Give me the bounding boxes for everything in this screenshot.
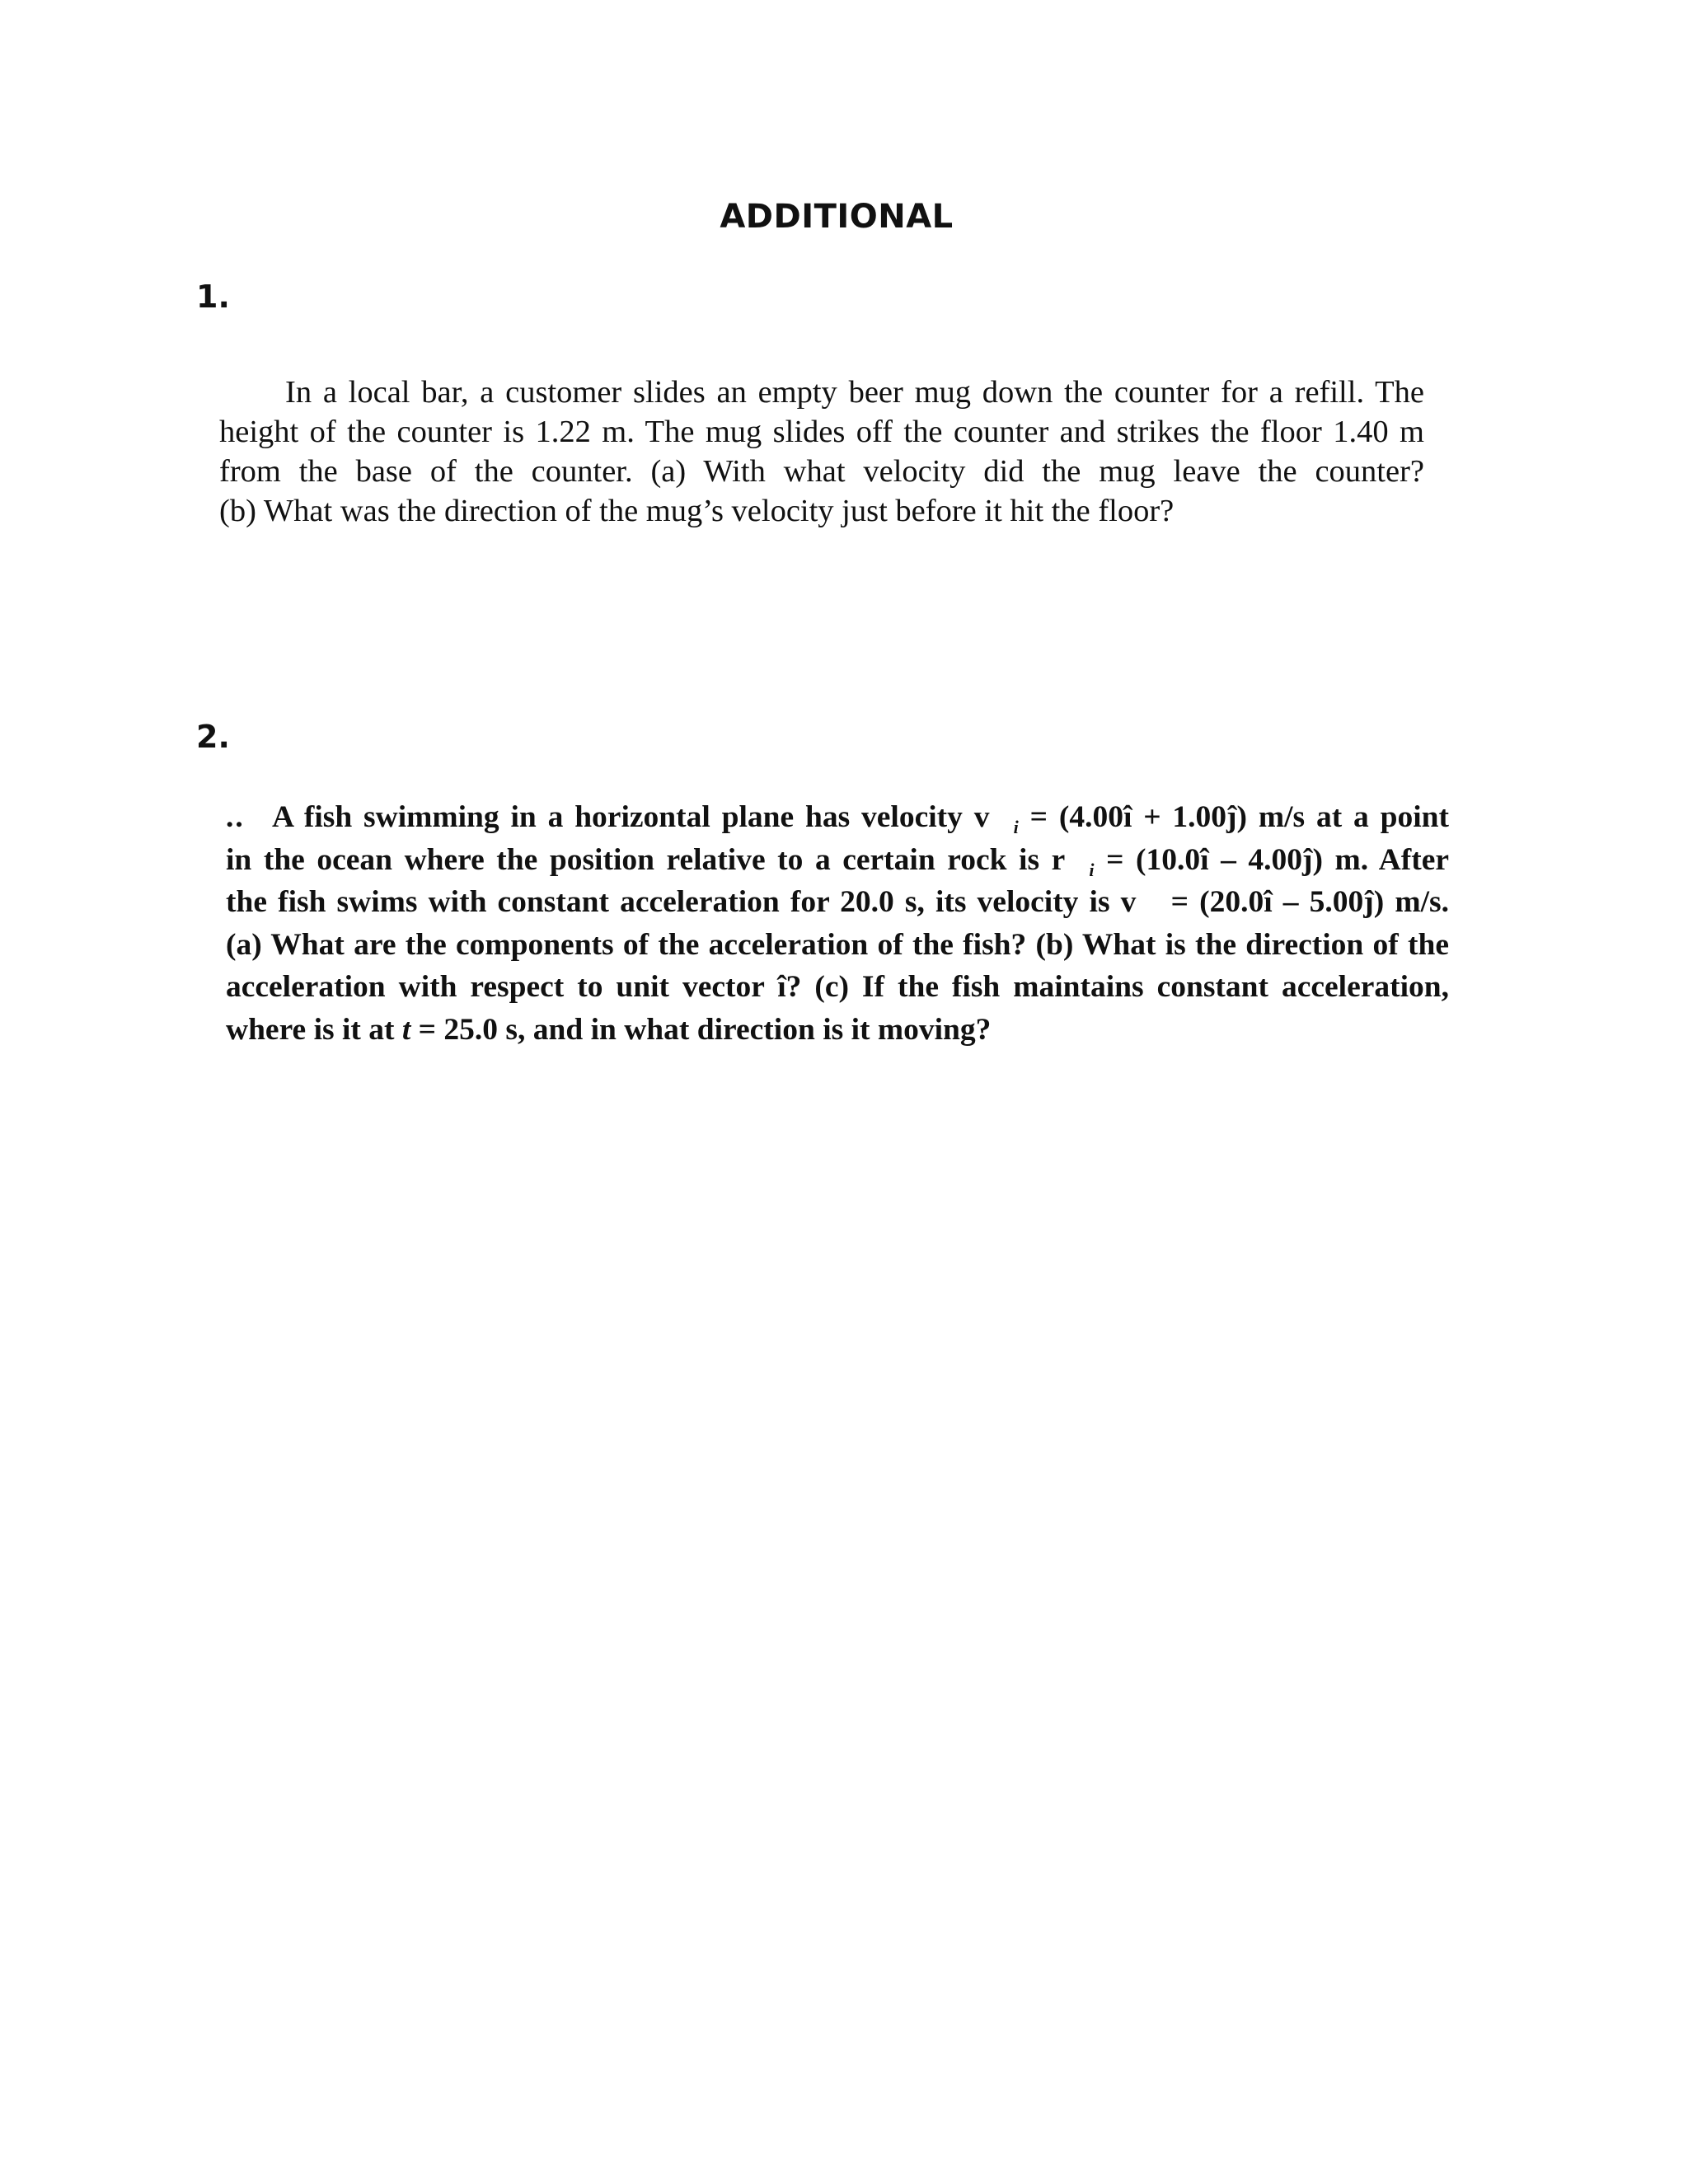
- velocity-vector-symbol: v⃗: [973, 800, 1014, 834]
- question-number-1: 1.: [196, 279, 230, 315]
- question-1-text: [219, 373, 1424, 531]
- question-2-text-run: A fish swimming in a horizontal plane has velocity: [272, 800, 974, 834]
- question-2-text-run: where is it at: [226, 1012, 402, 1047]
- question-2-line: acceleration with respect to unit vector î? (c) If the fish maintains constant acceleration,: [226, 970, 1449, 1004]
- question-1-line: (b) What was the direction of the mug’s velocity just before it hit the floor?: [219, 494, 1175, 528]
- subscript-i: i: [1089, 859, 1095, 880]
- question-2-line: [226, 796, 1449, 839]
- question-1-line: height of the counter is 1.22 m. The mug slides off the counter and strikes the floor 1.40 m: [219, 415, 1424, 449]
- subscript-i: i: [1013, 817, 1019, 837]
- question-2-line: the fish swims with constant acceleration for 20.0 s, its velocity is v⃗ = (20.0î – 5.00ĵ) m/s.: [226, 885, 1449, 919]
- question-1-line: In a local bar, a customer slides an empty beer mug down the counter for a refill. The: [285, 375, 1424, 410]
- page-heading: ADDITIONAL: [720, 198, 954, 236]
- question-2-text-run: in the ocean where the position relative to a certain rock is: [226, 842, 1052, 877]
- question-2-line: [226, 1009, 1449, 1052]
- question-1-line: from the base of the counter. (a) With what velocity did the mug leave the counter?: [219, 454, 1424, 489]
- time-variable: t: [401, 1012, 411, 1047]
- question-2-line: (a) What are the components of the acceleration of the fish? (b) What is the direction of the: [226, 927, 1449, 962]
- question-2-text: [226, 796, 1449, 1051]
- question-2-text-run: = (4.00î + 1.00ĵ) m/s at a point: [1018, 800, 1449, 834]
- question-2-line: [226, 839, 1449, 882]
- question-2-text-run: = 25.0 s, and in what direction is it moving?: [410, 1012, 992, 1047]
- question-2-text-run: = (10.0î – 4.00ĵ) m. After: [1094, 842, 1449, 877]
- difficulty-marker: ..: [226, 800, 245, 834]
- question-number-2: 2.: [196, 719, 230, 755]
- position-vector-symbol: r⃗: [1051, 842, 1090, 877]
